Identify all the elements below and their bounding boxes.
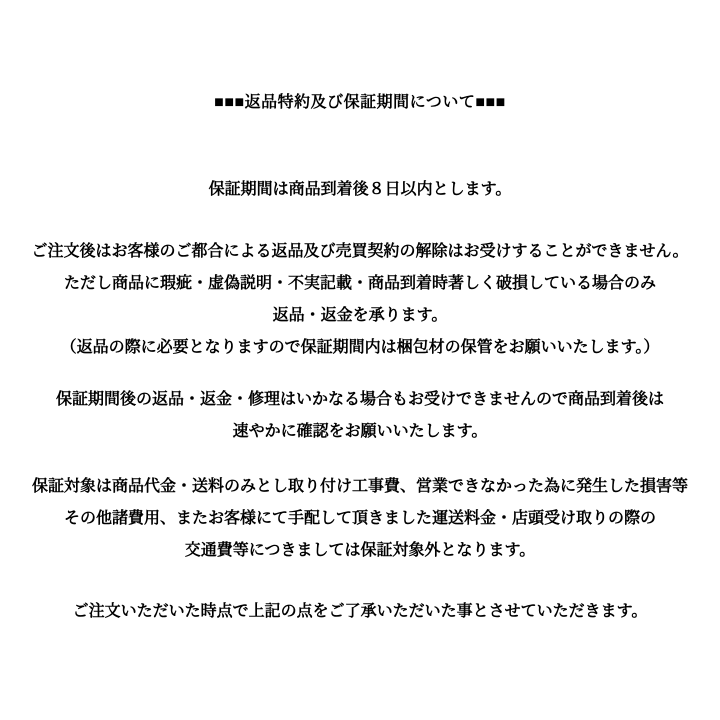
return-terms-paragraph <box>0 236 720 364</box>
return-terms-line-2: ただし商品に瑕疵・虚偽説明・不実記載・商品到着時著しく破損している場合のみ <box>63 275 656 292</box>
return-terms-line-3: 返品・返金を承ります。 <box>272 307 448 324</box>
warranty-scope-line-1: 保証対象は商品代金・送料のみとし取り付け工事費、営業できなかった為に発生した損害等 <box>31 478 688 495</box>
warranty-period-line: 保証期間は商品到着後８日以内とします。 <box>208 181 512 198</box>
page-title: ■■■返品特約及び保証期間について■■■ <box>214 94 506 111</box>
after-warranty-line-2: 速やかに確認をお願いいたします。 <box>232 423 488 440</box>
acknowledgement-line: ご注文いただいた時点で上記の点をご了承いただいた事とさせていただきます。 <box>72 603 648 620</box>
warranty-scope-paragraph <box>0 471 720 567</box>
warranty-scope-line-2: その他諸費用、またお客様にて手配して頂きました運送料金・店頭受け取りの際の <box>63 510 656 527</box>
warranty-period-paragraph <box>0 174 720 206</box>
after-warranty-line-1: 保証期間後の返品・返金・修理はいかなる場合もお受けできませんので商品到着後は <box>55 391 664 408</box>
return-terms-line-1: ご注文後はお客様のご都合による返品及び売買契約の解除はお受けすることができません。 <box>31 243 689 260</box>
acknowledgement-paragraph <box>0 596 720 628</box>
after-warranty-paragraph <box>0 384 720 448</box>
return-terms-line-4: （返品の際に必要となりますので保証期間内は梱包材の保管をお願いいたします。） <box>60 339 660 356</box>
warranty-scope-line-3: 交通費等につきましては保証対象外となります。 <box>184 542 536 559</box>
